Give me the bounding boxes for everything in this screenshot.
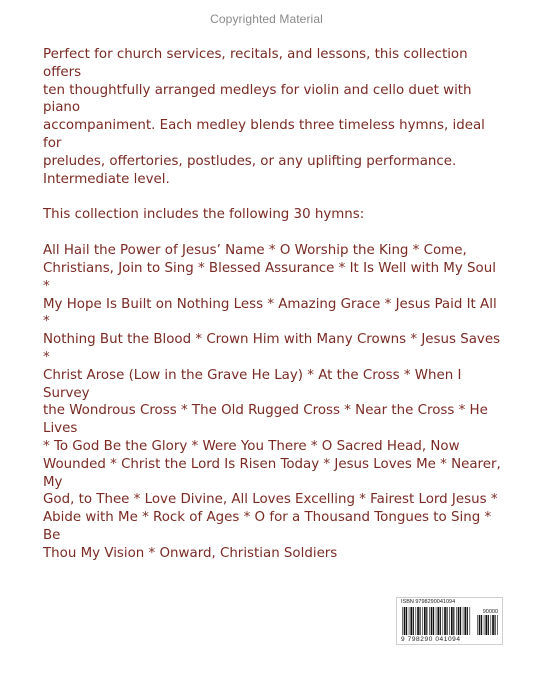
barcode-bar [431,607,433,635]
hymn-list: All Hail the Power of Jesus’ Name * O Worship the King * Come, Christians, Join to Sing * Blessed Assurance * It Is Well with My Soul * My Hope Is Built on Nothing Less * Amazing Grace * Jesus Paid It All * Nothing But the Blood * Crown Him with Many Crowns * Jesus Saves * Christ Arose (Low in the Grave He Lay) * At the Cross * When I Survey the Wondrous Cross * The Old Rugged Cross * Near the Cross * He Lives * To God Be the Glory * Were You There * O Sacred Head, Now Wounded * Christ the Lord Is Risen Today * Jesus Loves Me * Nearer, My God, to Thee * Love Divine, All Loves Excelling * Fairest Lord Jesus * Abide with Me * Rock of Ages * O for a Thousand Tongues to Sing * Be Thou My Vision * Onward, Christian Soldiers [43,243,501,561]
barcode-bar [458,607,460,635]
barcode-bar [402,607,403,635]
barcode-bar [463,607,464,635]
barcode-bar [406,607,407,635]
barcode-bar [416,607,417,635]
price-code: 90000 [482,609,498,615]
barcode-bar [481,615,482,635]
barcode-bar [484,615,485,635]
ean-barcode-bars [402,607,472,635]
barcode-bar [440,607,441,635]
barcode-bar [437,607,439,635]
paragraph-spacer [43,224,501,242]
barcode-bar [424,607,426,635]
barcode-bar [456,607,457,635]
isbn-label: ISBN 9798290041094 [401,599,456,605]
back-cover-text [43,46,501,563]
barcode-bar [491,615,492,635]
barcode-bar [429,607,430,635]
barcode-bar [426,607,427,635]
barcode-bar [451,607,453,635]
barcode-bar [436,607,437,635]
barcode-bar [444,607,446,635]
barcode-bar [420,607,421,635]
hymn-list-intro: This collection includes the following 30 hymns: [43,207,365,223]
barcode-bar [495,615,496,635]
copyright-watermark-top: Copyrighted Material [210,12,323,26]
barcode-bar [433,607,434,635]
barcode-bar [492,615,494,635]
addon-barcode-bars [477,615,499,635]
barcode-bar [488,615,489,635]
barcode-bar [410,607,412,635]
barcode-bar [413,607,414,635]
barcode-bar [477,615,478,635]
barcode-bar [449,607,450,635]
barcode-bar [453,607,454,635]
barcode-bar [460,607,461,635]
barcode-bar [417,607,419,635]
barcode-bar [443,607,444,635]
paragraph-spacer [43,188,501,206]
isbn-barcode [396,597,503,645]
barcode-bar [447,607,448,635]
barcode-bar [467,607,468,635]
barcode-bar [404,607,406,635]
barcode-bar [479,615,481,635]
barcode-digits: 9 798290 041094 [401,636,461,643]
barcode-bar [497,615,498,635]
description-paragraph: Perfect for church services, recitals, and lessons, this collection offers ten thoughtfully arranged medleys for violin and cello duet with piano accompaniment. Each medley blends three timeless hymns, ideal for preludes, offertories, postludes, or any uplifting performance. Intermediate level. [43,47,485,187]
barcode-bar [464,607,466,635]
barcode-bar [485,615,487,635]
barcode-bar [470,607,471,635]
barcode-bar [422,607,423,635]
barcode-bar [409,607,410,635]
